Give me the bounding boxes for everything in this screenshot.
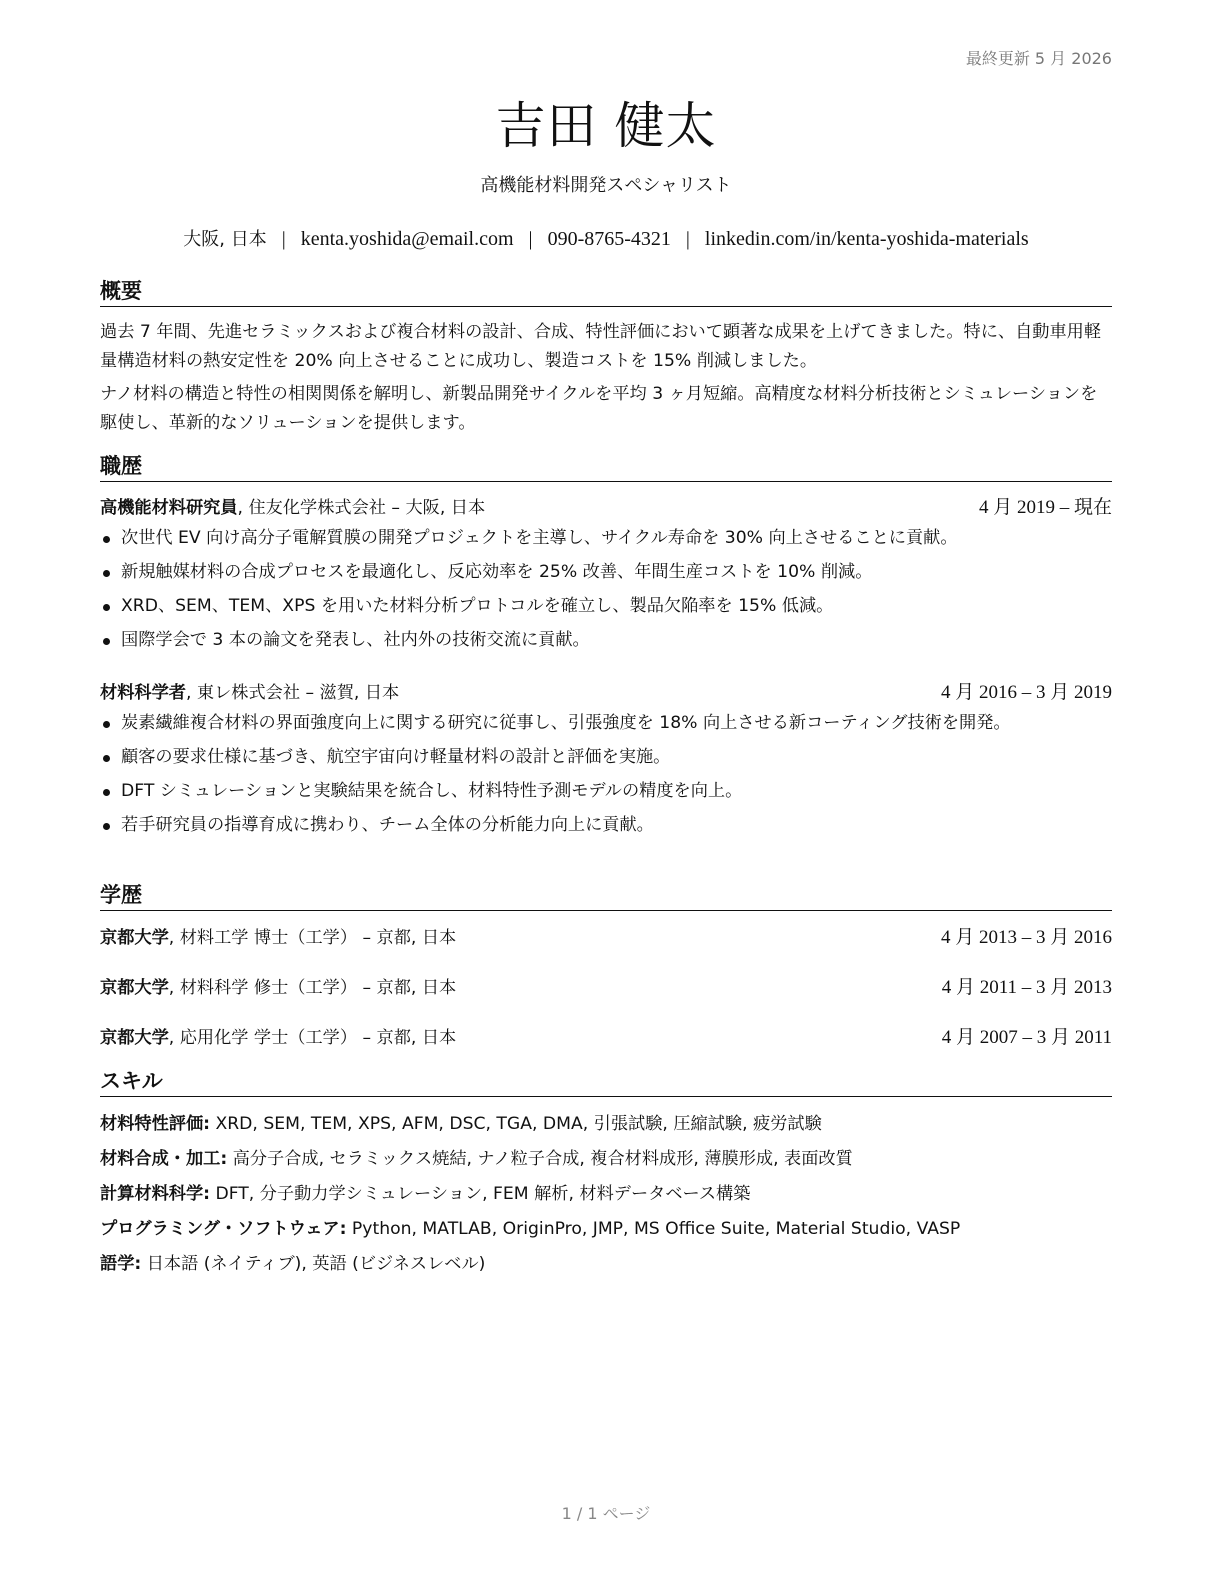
- summary-paragraph-2: ナノ材料の構造と特性の相関関係を解明し、新製品開発サイクルを平均 3 ヶ月短縮。高精度な材料分析技術とシミュレーションを駆使し、革新的なソリューションを提供します。: [100, 384, 1098, 433]
- education-entry: [100, 1025, 1112, 1051]
- skill-label: 材料合成・加工:: [100, 1149, 228, 1169]
- page-number: 1 / 1 ページ: [561, 1504, 651, 1523]
- list-item: 次世代 EV 向け高分子電解質膜の開発プロジェクトを主導し、サイクル寿命を 30% 向上させることに貢献。: [100, 524, 1112, 553]
- job-header: [100, 495, 1112, 521]
- list-item: XRD、SEM、TEM、XPS を用いた材料分析プロトコルを確立し、製品欠陥率を 15% 低減。: [100, 592, 1112, 621]
- job-title: 高機能材料研究員: [100, 498, 238, 518]
- job-dates: 4 月 2019 – 現在: [978, 497, 1112, 518]
- skill-value: XRD, SEM, TEM, XPS, AFM, DSC, TGA, DMA, 引張試験, 圧縮試験, 疲労試験: [210, 1114, 822, 1134]
- contact-email[interactable]: kenta.yoshida@email.com: [300, 228, 514, 250]
- section-title-summary: 概要: [100, 278, 1112, 307]
- list-item: 新規触媒材料の合成プロセスを最適化し、反応効率を 25% 改善、年間生産コストを 10% 削減。: [100, 558, 1112, 587]
- list-item: 炭素繊維複合材料の界面強度向上に関する研究に従事し、引張強度を 18% 向上させる新コーティング技術を開発。: [100, 709, 1112, 738]
- contact-separator: |: [528, 228, 533, 250]
- education-school: 京都大学: [100, 1028, 169, 1048]
- education-school: 京都大学: [100, 978, 169, 998]
- list-item: 若手研究員の指導育成に携わり、チーム全体の分析能力向上に貢献。: [100, 811, 1112, 840]
- education-degree: , 材料工学 博士（工学） – 京都, 日本: [168, 928, 457, 948]
- job-header: [100, 680, 1112, 706]
- job-bullets: [100, 524, 1112, 660]
- contact-location: 大阪, 日本: [183, 229, 267, 250]
- contact-linkedin[interactable]: linkedin.com/in/kenta-yoshida-materials: [704, 228, 1029, 250]
- education-entry: [100, 975, 1112, 1001]
- skill-line: [100, 1107, 1112, 1142]
- skill-value: 高分子合成, セラミックス焼結, ナノ粒子合成, 複合材料成形, 薄膜形成, 表面改質: [227, 1149, 853, 1169]
- skill-line: [100, 1177, 1112, 1212]
- job-dates: 4 月 2016 – 3 月 2019: [940, 682, 1112, 703]
- skill-line: [100, 1142, 1112, 1177]
- job-company: , 住友化学株式会社 – 大阪, 日本: [237, 498, 486, 518]
- resume-page: [100, 0, 1112, 1584]
- education-dates: 4 月 2007 – 3 月 2011: [941, 1027, 1112, 1048]
- skills-list: [100, 1107, 1112, 1282]
- list-item: 国際学会で 3 本の論文を発表し、社内外の技術交流に貢献。: [100, 626, 1112, 655]
- education-dates: 4 月 2011 – 3 月 2013: [941, 977, 1112, 998]
- list-item: DFT シミュレーションと実験結果を統合し、材料特性予測モデルの精度を向上。: [100, 777, 1112, 806]
- skill-line: [100, 1212, 1112, 1247]
- last-updated: 最終更新 5 月 2026: [965, 49, 1112, 68]
- summary-paragraph-1: 過去 7 年間、先進セラミックスおよび複合材料の設計、合成、特性評価において顕著な成果を上げてきました。特に、自動車用軽量構造材料の熱安定性を 20% 向上させることに成功し、製造コストを 15% 削減しました。: [100, 322, 1102, 371]
- contact-separator: |: [281, 228, 286, 250]
- candidate-headline: 高機能材料開発スペシャリスト: [480, 175, 732, 196]
- list-item: 顧客の要求仕様に基づき、航空宇宙向け軽量材料の設計と評価を実施。: [100, 743, 1112, 772]
- skill-value: 日本語 (ネイティブ), 英語 (ビジネスレベル): [141, 1254, 486, 1274]
- section-title-education: 学歴: [100, 882, 1112, 911]
- job-title: 材料科学者: [100, 683, 186, 703]
- education-degree: , 応用化学 学士（工学） – 京都, 日本: [168, 1028, 457, 1048]
- education-entry: [100, 925, 1112, 951]
- section-title-skills: スキル: [100, 1068, 1112, 1097]
- skill-line: [100, 1247, 1112, 1282]
- skill-label: 材料特性評価:: [100, 1114, 210, 1134]
- skill-label: プログラミング・ソフトウェア:: [100, 1219, 347, 1239]
- job-company: , 東レ株式会社 – 滋賀, 日本: [185, 683, 400, 703]
- skill-label: 語学:: [100, 1254, 142, 1274]
- skill-value: DFT, 分子動力学シミュレーション, FEM 解析, 材料データベース構築: [210, 1184, 751, 1204]
- job-bullets: [100, 709, 1112, 845]
- contact-separator: |: [685, 228, 690, 250]
- skill-label: 計算材料科学:: [100, 1184, 210, 1204]
- candidate-name: 吉田 健太: [495, 97, 717, 155]
- skill-value: Python, MATLAB, OriginPro, JMP, MS Office Suite, Material Studio, VASP: [346, 1219, 961, 1239]
- contact-line: [100, 225, 1112, 251]
- education-degree: , 材料科学 修士（工学） – 京都, 日本: [168, 978, 457, 998]
- education-dates: 4 月 2013 – 3 月 2016: [940, 927, 1112, 948]
- education-school: 京都大学: [100, 928, 169, 948]
- section-title-experience: 職歴: [100, 453, 1112, 482]
- contact-phone[interactable]: 090-8765-4321: [547, 228, 671, 250]
